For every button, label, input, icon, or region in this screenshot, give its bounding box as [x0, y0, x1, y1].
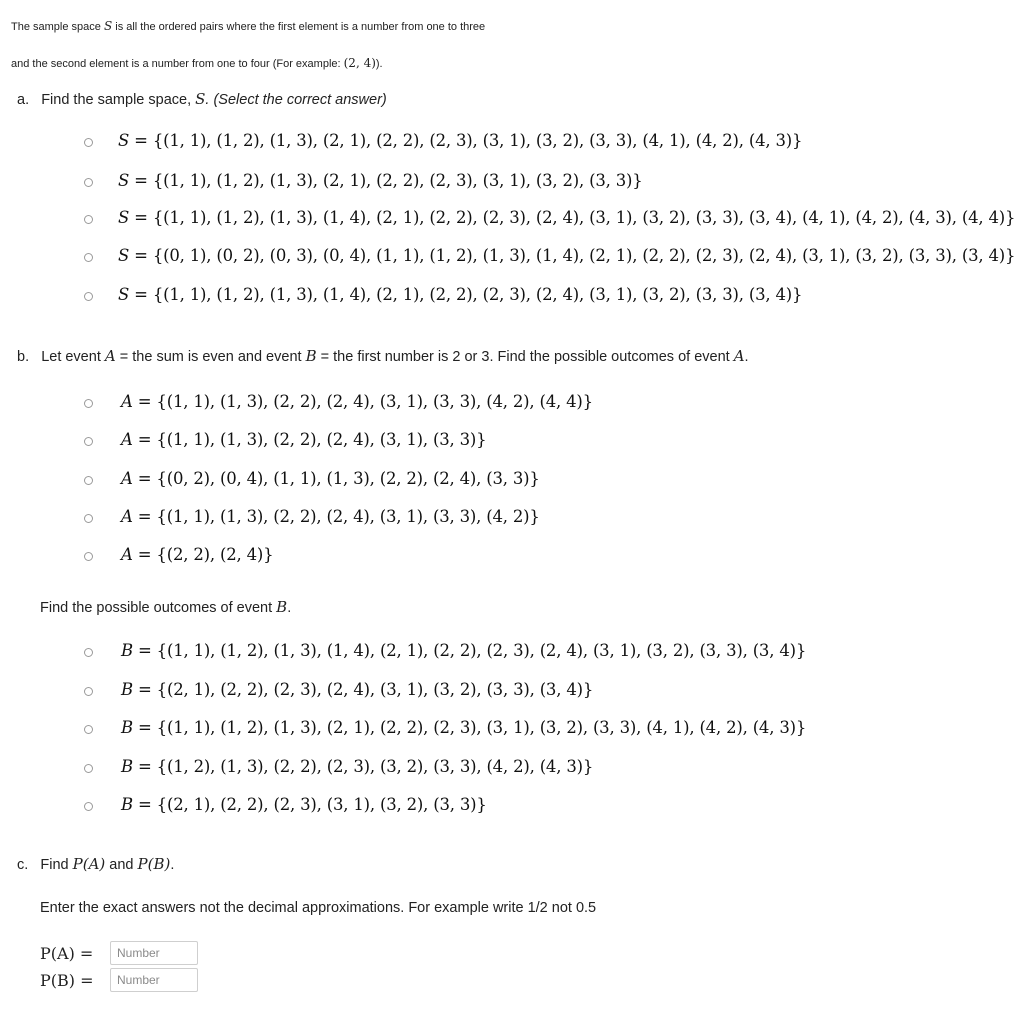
option-lhs: B [121, 757, 133, 776]
option-b-b-5-label [121, 794, 487, 816]
option-a-1[interactable] [84, 130, 93, 154]
option-rhs: = {(2, 1), (2, 2), (2, 3), (2, 4), (3, 1), (3, 2), (3, 3), (3, 4)} [137, 680, 594, 699]
radio-button[interactable] [84, 399, 93, 408]
option-b-b-4[interactable] [84, 756, 93, 780]
option-b-b-3-label [121, 717, 806, 739]
part-marker: b. [17, 349, 30, 365]
option-b-a-5-label [121, 544, 273, 566]
option-b-b-4-label [121, 756, 593, 778]
option-lhs: S [118, 246, 130, 265]
radio-button[interactable] [84, 802, 93, 811]
option-lhs: A [121, 469, 133, 488]
radio-button[interactable] [84, 687, 93, 696]
option-rhs: = {(1, 1), (1, 2), (1, 3), (1, 4), (2, 1), (2, 2), (2, 3), (2, 4), (3, 1), (3, 2), (3, 3), (3, 4)} [134, 285, 803, 304]
option-a-3-label [118, 207, 1015, 229]
option-rhs: = {(0, 2), (0, 4), (1, 1), (1, 3), (2, 2), (2, 4), (3, 3)} [137, 469, 540, 488]
radio-button[interactable] [84, 253, 93, 262]
prompt-text: . (Select the correct answer) [205, 92, 387, 108]
option-lhs: A [121, 507, 133, 526]
var-b: B [305, 347, 317, 365]
option-rhs: = {(1, 2), (1, 3), (2, 2), (2, 3), (3, 2), (3, 3), (4, 2), (4, 3)} [137, 757, 594, 776]
prompt-text: Find the sample space, [41, 92, 192, 108]
part-a-prompt [17, 90, 387, 109]
option-a-3[interactable] [84, 207, 93, 231]
option-rhs: = {(2, 2), (2, 4)} [137, 545, 274, 564]
intro-text: ). [375, 58, 383, 70]
radio-button[interactable] [84, 764, 93, 773]
radio-button[interactable] [84, 514, 93, 523]
option-a-4-label [118, 245, 1015, 267]
option-lhs: S [118, 131, 130, 150]
intro-line-2 [11, 56, 383, 71]
radio-button[interactable] [84, 292, 93, 301]
option-b-a-4-label [121, 506, 540, 528]
option-b-a-2[interactable] [84, 429, 93, 453]
option-rhs: = {(1, 1), (1, 3), (2, 2), (2, 4), (3, 1), (3, 3), (4, 2), (4, 4)} [137, 392, 593, 411]
pb-input[interactable] [110, 968, 198, 992]
option-rhs: = {(0, 1), (0, 2), (0, 3), (0, 4), (1, 1), (1, 2), (1, 3), (1, 4), (2, 1), (2, 2), (2, 3), (2, 4), (3, 1), (3, 2), (3, 3), (3, 4)} [134, 246, 1016, 265]
option-a-2[interactable] [84, 170, 93, 194]
option-lhs: S [118, 285, 130, 304]
var-a: A [104, 347, 116, 365]
option-rhs: = {(1, 1), (1, 2), (1, 3), (2, 1), (2, 2), (2, 3), (3, 1), (3, 2), (3, 3), (4, 1), (4, 2), (4, 3)} [134, 131, 803, 150]
option-lhs: B [121, 680, 133, 699]
option-b-a-3-label [121, 468, 540, 490]
option-a-5[interactable] [84, 284, 93, 308]
option-b-b-1[interactable] [84, 640, 93, 664]
prompt-text: . [170, 857, 175, 873]
radio-button[interactable] [84, 476, 93, 485]
intro-line-1 [11, 19, 485, 34]
option-rhs: = {(1, 1), (1, 3), (2, 2), (2, 4), (3, 1), (3, 3), (4, 2)} [137, 507, 540, 526]
option-rhs: = {(2, 1), (2, 2), (2, 3), (3, 1), (3, 2), (3, 3)} [137, 795, 487, 814]
part-c-prompt [17, 855, 174, 874]
pa-input[interactable] [110, 941, 198, 965]
prompt-text: = the first number is 2 or 3. Find the possible outcomes of event [320, 349, 730, 365]
option-lhs: B [121, 641, 133, 660]
radio-button[interactable] [84, 552, 93, 561]
option-b-b-3[interactable] [84, 717, 93, 741]
part-marker: a. [17, 92, 30, 108]
option-b-b-1-label [121, 640, 806, 662]
option-lhs: S [118, 208, 130, 227]
radio-button[interactable] [84, 215, 93, 224]
option-b-a-5[interactable] [84, 544, 93, 568]
option-b-b-2-label [121, 679, 593, 701]
option-lhs: A [121, 430, 133, 449]
pa-label: P(A) = [40, 943, 94, 963]
option-a-4[interactable] [84, 245, 93, 269]
var-s: S [195, 90, 206, 108]
option-b-a-3[interactable] [84, 468, 93, 492]
option-rhs: = {(1, 1), (1, 2), (1, 3), (2, 1), (2, 2), (2, 3), (3, 1), (3, 2), (3, 3)} [134, 171, 643, 190]
option-lhs: A [121, 392, 133, 411]
var-a: A [733, 347, 745, 365]
pb-label: P(B) = [40, 970, 94, 990]
option-lhs: B [121, 718, 133, 737]
option-b-a-1[interactable] [84, 391, 93, 415]
option-a-2-label [118, 170, 643, 192]
radio-button[interactable] [84, 437, 93, 446]
option-b-a-1-label [121, 391, 593, 413]
part-b-event-b-prompt [40, 598, 291, 617]
option-b-a-2-label [121, 429, 486, 451]
prompt-text: Let event [41, 349, 101, 365]
example-pair: (2, 4) [343, 56, 376, 70]
prob-b: P(B) [137, 855, 171, 873]
prob-a: P(A) [72, 855, 106, 873]
option-a-1-label [118, 130, 802, 152]
part-marker: c. [17, 857, 29, 873]
prompt-text: . [287, 600, 292, 616]
prompt-text: Find the possible outcomes of event [40, 600, 273, 616]
option-rhs: = {(1, 1), (1, 2), (1, 3), (1, 4), (2, 1), (2, 2), (2, 3), (2, 4), (3, 1), (3, 2), (3, 3), (3, 4)} [137, 641, 807, 660]
var-s: S [103, 19, 113, 33]
option-a-5-label [118, 284, 802, 306]
radio-button[interactable] [84, 178, 93, 187]
prompt-text: and [109, 857, 134, 873]
option-rhs: = {(1, 1), (1, 3), (2, 2), (2, 4), (3, 1), (3, 3)} [137, 430, 487, 449]
option-b-b-2[interactable] [84, 679, 93, 703]
part-b-prompt [17, 347, 749, 366]
option-rhs: = {(1, 1), (1, 2), (1, 3), (2, 1), (2, 2), (2, 3), (3, 1), (3, 2), (3, 3), (4, 1), (4, 2), (4, 3)} [137, 718, 807, 737]
intro-text: is all the ordered pairs where the first element is a number from one to three [115, 21, 486, 33]
option-b-a-4[interactable] [84, 506, 93, 530]
intro-text: The sample space [11, 21, 101, 33]
intro-text: and the second element is a number from one to four (For example: [11, 58, 341, 70]
radio-button[interactable] [84, 725, 93, 734]
radio-button[interactable] [84, 138, 93, 147]
part-c-instruction [40, 899, 596, 917]
prompt-text: Find [40, 857, 69, 873]
option-rhs: = {(1, 1), (1, 2), (1, 3), (1, 4), (2, 1), (2, 2), (2, 3), (2, 4), (3, 1), (3, 2), (3, 3), (3, 4), (4, 1), (4, 2), (4, 3), (4, 4)} [134, 208, 1016, 227]
prompt-text: . [744, 349, 749, 365]
answer-row-pb [40, 967, 198, 993]
var-b: B [276, 598, 288, 616]
option-b-b-5[interactable] [84, 794, 93, 818]
prompt-text: = the sum is even and event [119, 349, 302, 365]
answer-row-pa [40, 940, 198, 966]
option-lhs: A [121, 545, 133, 564]
instruction-text: Enter the exact answers not the decimal approximations. For example write 1/2 not 0.5 [40, 900, 597, 916]
radio-button[interactable] [84, 648, 93, 657]
option-lhs: S [118, 171, 130, 190]
option-lhs: B [121, 795, 133, 814]
